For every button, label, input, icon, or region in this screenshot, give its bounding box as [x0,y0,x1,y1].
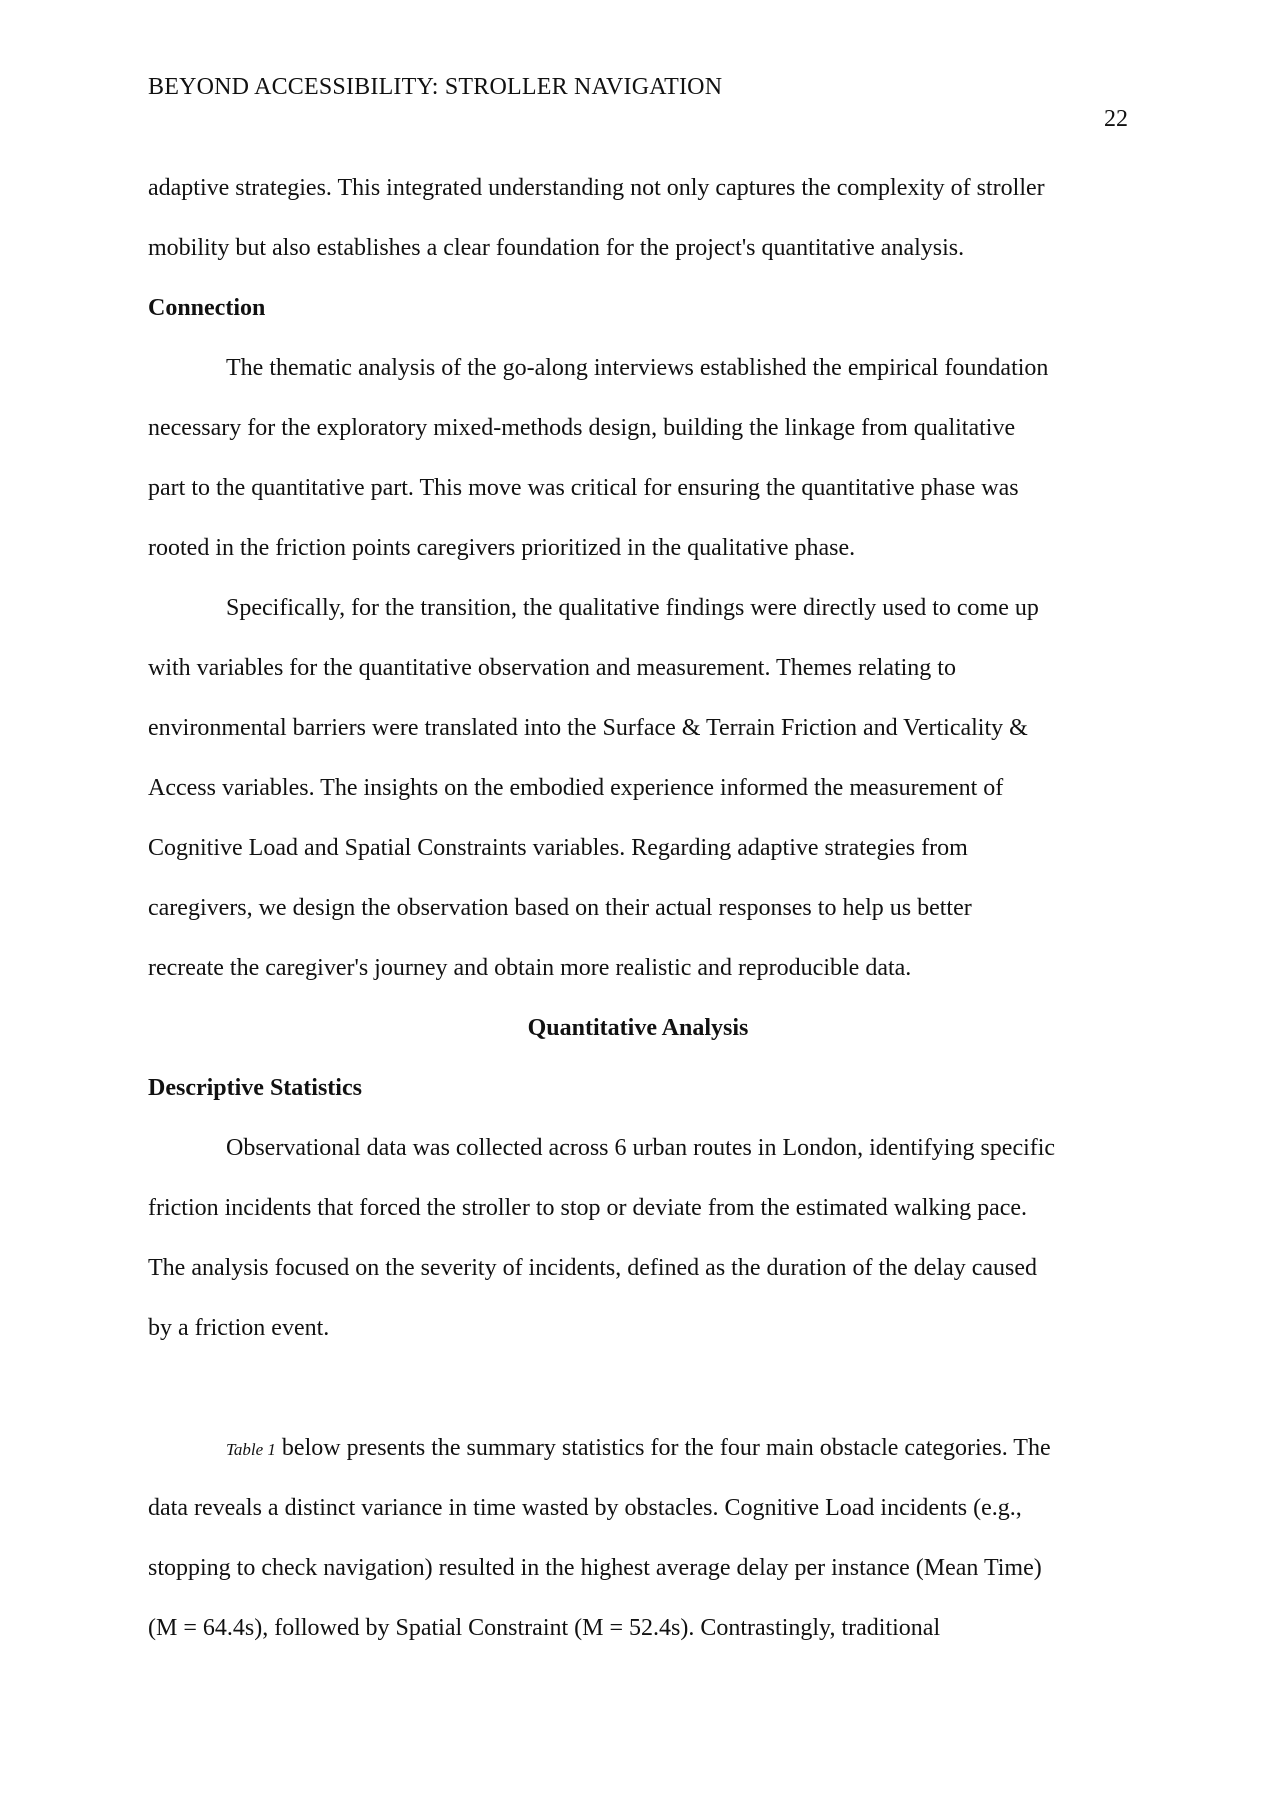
paragraph-line: (M = 64.4s), followed by Spatial Constraint (M = 52.4s). Contrastingly, traditional [148,1615,941,1641]
paragraph-line: Access variables. The insights on the embodied experience informed the measurement of [148,775,1004,801]
document-body [148,158,1128,1658]
page-number: 22 [1104,106,1128,132]
paragraph-line: adaptive strategies. This integrated understanding not only captures the complexity of stroller [148,175,1045,201]
paragraph-line: recreate the caregiver's journey and obtain more realistic and reproducible data. [148,955,912,981]
paragraph-line: necessary for the exploratory mixed-methods design, building the linkage from qualitative [148,415,1016,441]
paragraph-line: Cognitive Load and Spatial Constraints variables. Regarding adaptive strategies from [148,835,968,861]
blank-line [148,1358,1128,1418]
paragraph-line: friction incidents that forced the stroller to stop or deviate from the estimated walking pace. [148,1195,1028,1221]
subsection-heading-descriptive-statistics: Descriptive Statistics [148,1075,362,1101]
section-heading-connection: Connection [148,295,266,321]
paragraph-line: The thematic analysis of the go-along interviews established the empirical foundation [226,355,1049,381]
paragraph-line: stopping to check navigation) resulted in the highest average delay per instance (Mean Time) [148,1555,1042,1581]
table-reference: Table 1 [226,1440,276,1459]
paragraph-line [148,1418,1128,1478]
paragraph-line: environmental barriers were translated into the Surface & Terrain Friction and Verticality & [148,715,1028,741]
paragraph-line-text: below presents the summary statistics for the four main obstacle categories. The [275,1435,1051,1461]
paragraph-line: Observational data was collected across 6 urban routes in London, identifying specific [226,1135,1056,1161]
paragraph-line: part to the quantitative part. This move was critical for ensuring the quantitative phase was [148,475,1019,501]
section-heading-quantitative-analysis: Quantitative Analysis [527,1015,749,1041]
paragraph-line: Specifically, for the transition, the qualitative findings were directly used to come up [226,595,1039,621]
paragraph-line: caregivers, we design the observation based on their actual responses to help us better [148,895,972,921]
paragraph-line: rooted in the friction points caregivers prioritized in the qualitative phase. [148,535,856,561]
paragraph-line: The analysis focused on the severity of incidents, defined as the duration of the delay caused [148,1255,1038,1281]
paragraph-line: with variables for the quantitative observation and measurement. Themes relating to [148,655,956,681]
paragraph-line: data reveals a distinct variance in time wasted by obstacles. Cognitive Load incidents (e.g., [148,1495,1022,1521]
paragraph-line: mobility but also establishes a clear foundation for the project's quantitative analysis. [148,235,965,261]
paragraph-line: by a friction event. [148,1315,330,1341]
running-head: BEYOND ACCESSIBILITY: STROLLER NAVIGATION [148,74,723,100]
